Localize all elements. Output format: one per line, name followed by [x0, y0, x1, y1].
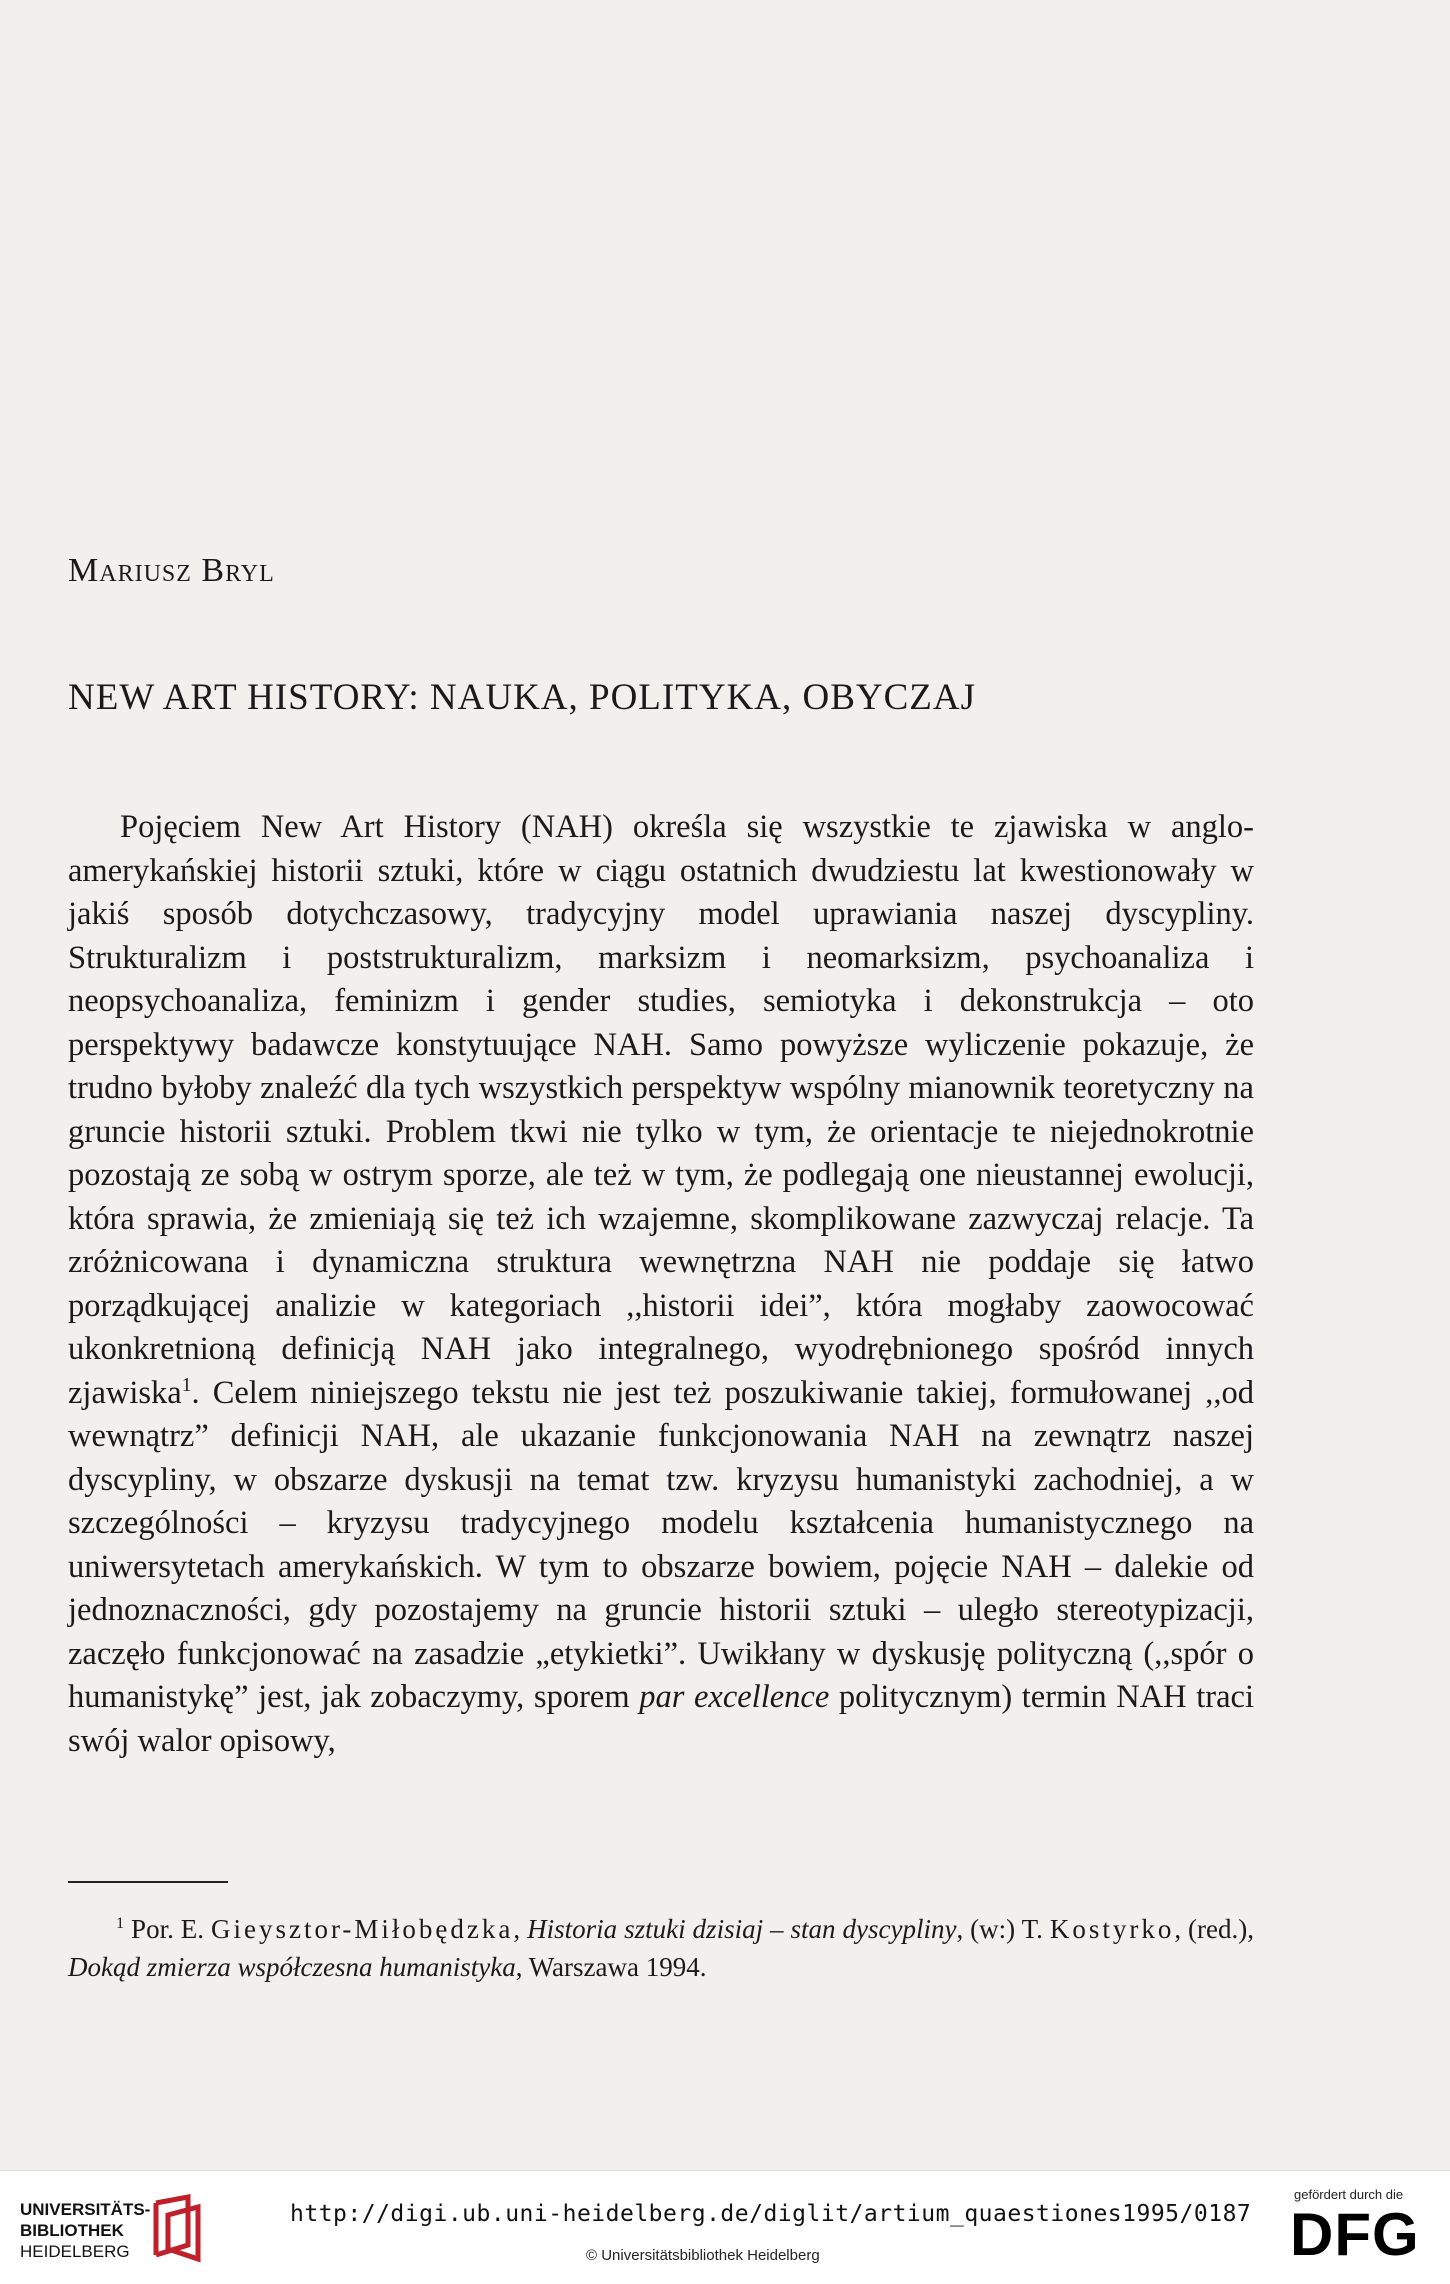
dfg-logo[interactable]: DFG [1290, 2201, 1420, 2268]
permalink-url[interactable]: http://digi.ub.uni-heidelberg.de/diglit/artium_quaestiones1995/0187 [290, 2201, 1252, 2227]
article-title: NEW ART HISTORY: NAUKA, POLITYKA, OBYCZAJ [68, 677, 977, 718]
footnote-text-mid: , (w:) T. [956, 1914, 1050, 1944]
library-name[interactable] [20, 2199, 150, 2262]
footnote-text: Por. E. [124, 1914, 211, 1944]
body-paragraph [68, 806, 1254, 1763]
footnote-divider [68, 1881, 228, 1883]
body-text-part1: Pojęciem New Art History (NAH) określa się wszystkie te zjawiska w anglo-amerykańskiej historii sztuki, które w ciągu ostatnich dwudziestu lat kwestionowały w jakiś sposób dotychczasowy, tradycyjny model uprawiania naszej dyscypliny. Strukturalizm i poststrukturalizm, marksizm i neomarksizm, psychoanaliza i neopsychoanaliza, feminizm i gender studies, semiotyka i dekonstrukcja – oto perspektywy badawcze konstytuujące NAH. Samo powyższe wyliczenie pokazuje, że trudno byłoby znaleźć dla tych wszystkich perspektyw wspólny mianownik teoretyczny na gruncie historii sztuki. Problem tkwi nie tylko w tym, że orientacje te niejednokrotnie pozostają ze sobą w ostrym sporze, ale też w tym, że podlegają one nieustannej ewolucji, która sprawia, że zmieniają się też ich wzajemne, skomplikowane zazwyczaj relacje. Ta zróżnicowana i dynamiczna struktura wewnętrzna NAH nie poddaje się łatwo porządkującej analizie w kategoriach ,,historii idei”, która mogłaby zaowocować ukonkretnioną definicją NAH jako integralnego, wyodrębnionego spośród innych zjawiska [68, 809, 1254, 1411]
library-name-line3: HEIDELBERG [20, 2242, 130, 2261]
viewer-footer [0, 2170, 1450, 2284]
article-author: Mariusz Bryl [68, 552, 275, 589]
footnote-author-1: Gieysztor-Miłobędzka [211, 1914, 514, 1944]
footnote-text-end: , Warszawa 1994. [515, 1952, 707, 1982]
article-body [68, 806, 1254, 1763]
footnote-number: 1 [116, 1914, 125, 1932]
body-text-part3: politycznym) termin NAH traci swój walor opisowy, [68, 1679, 1254, 1759]
body-text-part2: . Celem niniejszego tekstu nie jest też poszukiwanie takiej, formułowanej ,,od wewnątrz” definicji NAH, ale ukazanie funkcjonowania NAH na zewnątrz naszej dyscypliny, w obszarze dyskusji na temat tzw. kryzysu humanistyki zachodniej, a w szczególności – kryzysu tradycyjnego modelu kształcenia humanistycznego na uniwersytetach amerykańskich. W tym to obszarze bowiem, pojęcie NAH – dalekie od jednoznaczności, gdy pozostajemy na gruncie historii sztuki – uległo stereotypizacji, zaczęło funkcjonować na zasadzie „etykietki”. Uwikłany w dyskusję polityczną (,,spór o humanistykę” jest, jak zobaczymy, sporem [68, 1374, 1254, 1715]
library-name-line2: BIBLIOTHEK [20, 2221, 124, 2240]
copyright-notice: © Universitätsbibliothek Heidelberg [586, 2247, 820, 2264]
footnote-reference: 1 [181, 1374, 192, 1396]
library-name-line1: UNIVERSITÄTS- [20, 2200, 151, 2219]
footnote [68, 1910, 1254, 1986]
footnote-author-2: Kostyrko [1049, 1914, 1175, 1944]
footnote-separator: , [513, 1914, 528, 1944]
footnote-paragraph [68, 1910, 1254, 1986]
footnote-work-1: Historia sztuki dzisiaj – stan dyscypliny [527, 1914, 957, 1944]
footnote-work-2: Dokąd zmierza współczesna humanistyka [68, 1952, 516, 1982]
footnote-text-mid2: , (red.), [1174, 1914, 1255, 1944]
funded-by-label: gefördert durch die [1294, 2187, 1404, 2202]
library-logo-icon[interactable] [148, 2193, 206, 2263]
body-italic-phrase: par excellence [639, 1679, 830, 1715]
